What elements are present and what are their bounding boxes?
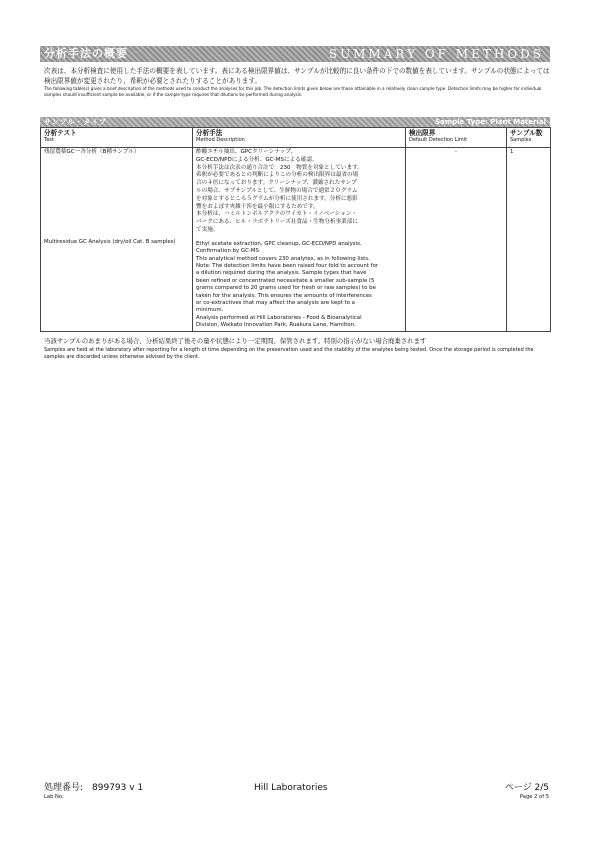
method-jp-line: 響をおよぼす夾雑干渉を最小限にするためです。 bbox=[196, 203, 319, 210]
samples-cell bbox=[507, 148, 551, 332]
sample-type-bar bbox=[40, 117, 550, 127]
lab-number-en: Lab No: bbox=[44, 794, 64, 800]
page-number-en: Page 2 of 5 bbox=[519, 794, 549, 800]
method-en-line: Analysis performed at Hill Laboratories - Food & Bioanalytical bbox=[196, 314, 362, 321]
method-jp-line: を対象とするところ５グラムが分析に使用されます。分析に悪影 bbox=[196, 195, 358, 202]
method-en-line: grams compared to 20 grams used for fresh or raw samples) to be bbox=[196, 285, 376, 292]
method-jp-line: て実施。 bbox=[196, 226, 219, 233]
method-jp-line: 本分析手法は次表の通り合計で 230 物質を対象としています。 bbox=[196, 164, 363, 171]
method-cell bbox=[193, 148, 406, 332]
header-detection-limit-jp: 検出限界 bbox=[409, 129, 436, 137]
intro-text-en: The following table(s) gives a brief description of the methods used to conduct the analyses for this job. The detection limits given below are those attainable in a relatively clean sample type. Detection limits may be higher for individual samples should insufficient sample be available, or if the sample type requires that dilutions be performed during analysis. bbox=[44, 86, 542, 98]
method-jp-line: 合の４倍になっております。クリーンナップ、濃縮されたサンプ bbox=[196, 180, 357, 187]
method-jp-line: 本分析は、ハミルトンボルアクラのワイカト・イノベーション・ bbox=[196, 211, 357, 218]
page-number-jp: ページ 2/5 bbox=[504, 783, 549, 793]
intro-text-jp: 次表は、本分析検査に使用した手法の概要を表しています。表にある検出限界値は、サンプルが比較的に良い条件の下での数値を表しています。サンプルの状態によっては検出限界値が変更されたり、希釈が必要とされたりすることがあります。 bbox=[44, 67, 550, 85]
methods-table bbox=[40, 127, 551, 332]
storage-note-en: Samples are held at the laboratory after reporting for a length of time depending on the preservation used and the stability of the analytes being tested. Once the storage period is completed the samples are discarded unless otherwise advised by the client. bbox=[44, 347, 534, 361]
method-en-line: Confirmation by GC-MS bbox=[196, 248, 259, 255]
header-detection-limit-en: Default Detection Limit bbox=[409, 137, 468, 143]
detection-limit-value: - bbox=[455, 149, 457, 155]
lab-number-jp: 処理番号: 899793 v 1 bbox=[44, 783, 144, 793]
test-cell bbox=[41, 148, 193, 332]
method-jp-line: GC-ECD/NPDによる分析、GC-MSによる確認。 bbox=[196, 156, 318, 163]
footer-page-number bbox=[505, 783, 549, 800]
method-en-line: Division, Waikato Innovation Park, Ruakura Lane, Hamilton. bbox=[196, 322, 356, 329]
method-en-line: taken for the analysis. This ensures the amounts of interferences bbox=[196, 292, 372, 299]
detection-limit-cell bbox=[406, 148, 507, 332]
banner-title-en: SUMMARY OF METHODS bbox=[328, 47, 544, 61]
method-en-line: a dilution required during the analysis. Sample types that have bbox=[196, 270, 367, 277]
method-en-line: Note: The detection limits have been raised four fold to account for bbox=[196, 262, 379, 269]
method-en-line: or co-extractives that may affect the analysis are kept to a bbox=[196, 300, 355, 307]
method-en-line: This analytical method covers 230 analytes, as in following lists. bbox=[196, 255, 370, 262]
test-name-jp: 残留農薬GC一斉分析（B種サンプル） bbox=[44, 149, 140, 155]
header-test-en: Test bbox=[44, 137, 54, 143]
method-en-line: Ethyl acetate extraction, GPC cleanup, GC-ECD/NPD analysis. bbox=[196, 240, 362, 247]
method-description-en bbox=[196, 241, 402, 330]
header-test-jp: 分析テスト bbox=[44, 129, 77, 137]
method-jp-line: ルの場合、サブサンプルとして、生鮮物の場合で通常２０グラム bbox=[196, 187, 358, 194]
method-jp-line: 希釈が必要であるとの判断によりこの分析の検出限界は最省の場 bbox=[196, 172, 359, 179]
method-en-line: been refined or concentrated necessitate a smaller sub-sample (5 bbox=[196, 277, 375, 284]
method-jp-line: パークにある、ヒル・ラボラトリーズ社食品・生物分析事業部に bbox=[196, 219, 358, 226]
banner-title-jp: 分析手法の概要 bbox=[44, 47, 128, 60]
storage-note-jp: 当該サンプルのあまりがある場合、分析結果終了後その量や状態により一定期間、保管されます。特別の指示がない場合廃棄されます bbox=[44, 337, 427, 345]
method-en-line: minimum. bbox=[196, 307, 224, 314]
samples-count: 1 bbox=[510, 149, 514, 155]
footer-company: Hill Laboratories bbox=[254, 783, 328, 793]
sample-type-label-en: Sample Type: Plant Material bbox=[435, 118, 546, 126]
header-samples-en: Samples bbox=[510, 137, 532, 143]
header-test bbox=[41, 128, 193, 148]
header-detection-limit bbox=[406, 128, 507, 148]
method-description-jp bbox=[196, 149, 402, 235]
section-banner bbox=[40, 46, 550, 62]
header-method-en: Method Description bbox=[196, 137, 245, 143]
header-samples bbox=[507, 128, 551, 148]
table-row bbox=[41, 148, 551, 332]
sample-type-label-jp: サンプル・タイプ bbox=[44, 118, 108, 126]
method-jp-line: 酢酸エチル抽出、GPCクリーンナップ、 bbox=[196, 149, 297, 155]
table-header-row bbox=[41, 128, 551, 148]
test-name-en: Multiresidue GC Analysis (dry/oil Cat. B samples) bbox=[44, 238, 176, 245]
footer-lab-number bbox=[44, 783, 143, 800]
header-method-jp: 分析手法 bbox=[196, 129, 223, 137]
header-samples-jp: サンプル数 bbox=[510, 129, 543, 137]
header-method bbox=[193, 128, 406, 148]
